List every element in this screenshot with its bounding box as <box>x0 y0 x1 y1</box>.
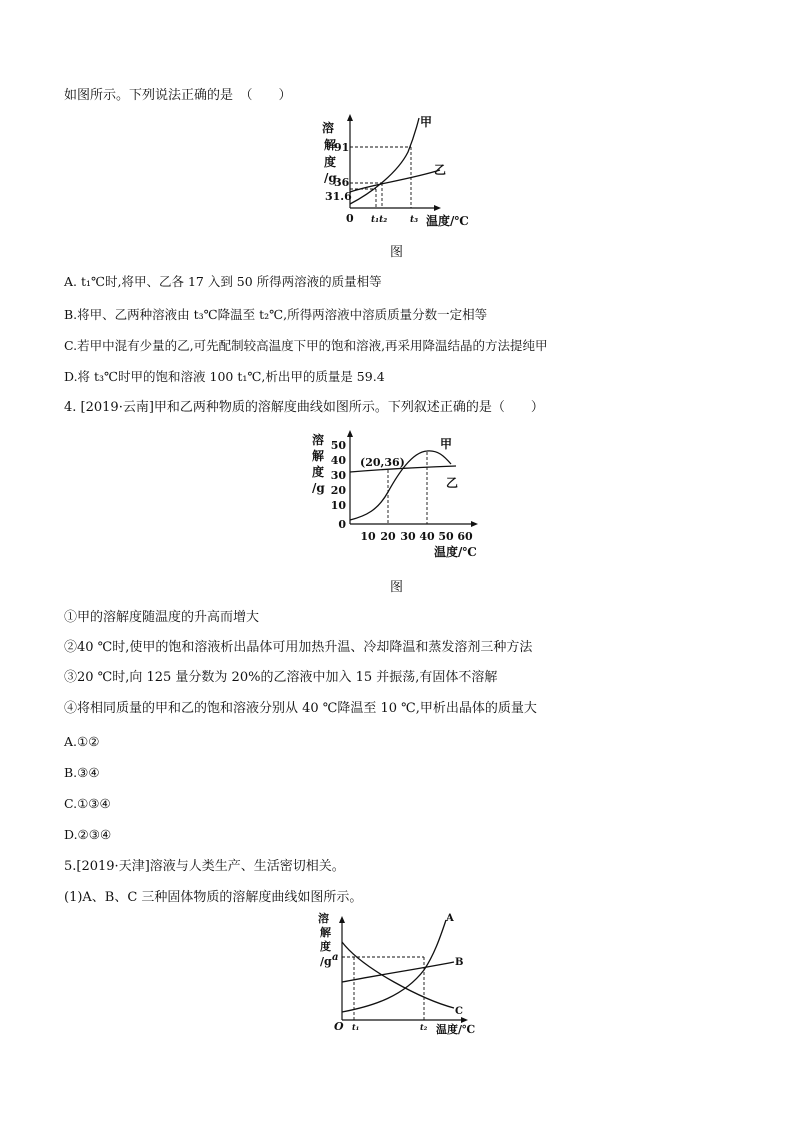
q5-xtick: t₂ <box>420 1022 428 1032</box>
q5-series-label: B <box>455 957 464 968</box>
q3-curve-jia <box>350 118 419 204</box>
q4-y-axis-arrow <box>347 430 353 437</box>
q3-series-label: 乙 <box>434 163 447 177</box>
q4-statement-3: ③20 ℃时,向 125 量分数为 20%的乙溶液中加入 15 并振荡,有固体不溶解 <box>64 670 498 685</box>
q5-xlabel: 温度/℃ <box>436 1023 476 1036</box>
q3-option-a: A. t₁℃时,将甲、乙各 17 入到 50 所得两溶液的质量相等 <box>64 274 382 289</box>
q5-series-label: A <box>446 913 454 924</box>
q4-ytick: 0 <box>338 518 346 531</box>
q5-origin: O <box>334 1020 344 1033</box>
q4-figure-caption: 图 <box>390 580 404 595</box>
q5-y-axis-arrow <box>339 916 345 923</box>
q4-ytick: 10 <box>330 499 346 512</box>
q4-statement-1: ①甲的溶解度随温度的升高而增大 <box>64 610 260 625</box>
q4-point-label: (20,36) <box>360 456 405 469</box>
q3-ytick: 36 <box>334 176 350 189</box>
q5-ylabel-char: 度 <box>320 940 331 953</box>
q4-option-b: B.③④ <box>64 765 100 780</box>
q5-curve-c <box>342 942 454 1008</box>
q4-xtick: 30 <box>400 530 416 543</box>
q4-ylabel-char: 溶 <box>312 433 325 447</box>
q5-series-label: C <box>455 1006 463 1017</box>
q4-option-c: C.①③④ <box>64 796 111 811</box>
q4-ytick: 20 <box>330 484 346 497</box>
q3-ytick: 91 <box>334 141 350 154</box>
q4-solubility-chart <box>306 430 486 564</box>
q3-ytick: 31.6 <box>325 190 352 203</box>
q4-series-label: 乙 <box>446 476 459 490</box>
q4-xlabel: 温度/℃ <box>434 545 477 559</box>
q3-ylabel-char: 溶 <box>322 121 335 135</box>
q5-stem: 5.[2019·天津]溶液与人类生产、生活密切相关。 <box>64 859 345 874</box>
q5-ytick: a <box>332 952 339 963</box>
q3-option-d: D.将 t₃℃时甲的饱和溶液 100 t₁℃,析出甲的质量是 59.4 <box>64 369 385 384</box>
q4-xtick: 20 <box>380 530 396 543</box>
q4-stem: 4. [2019·云南]甲和乙两种物质的溶解度曲线如图所示。下列叙述正确的是（ ） <box>64 400 544 415</box>
q4-xtick: 50 <box>438 530 454 543</box>
q5-ylabel-char: /g <box>320 955 332 968</box>
q4-statement-2: ②40 ℃时,使甲的饱和溶液析出晶体可用加热升温、冷却降温和蒸发溶剂三种方法 <box>64 640 533 655</box>
q3-ylabel-char: 解 <box>324 138 337 152</box>
q3-series-label: 甲 <box>420 115 433 129</box>
q4-series-label: 甲 <box>440 437 453 451</box>
q3-option-b: B.将甲、乙两种溶液由 t₃℃降温至 t₂℃,所得两溶液中溶质质量分数一定相等 <box>64 307 488 322</box>
q5-ylabel-char: 解 <box>320 926 331 939</box>
q3-y-axis-arrow <box>347 114 353 121</box>
q3-option-c: C.若甲中混有少量的乙,可先配制较高温度下甲的饱和溶液,再采用降温结晶的方法提纯甲 <box>64 338 548 353</box>
q4-ylabel-char: 解 <box>312 449 325 463</box>
q3-xtick: t₃ <box>410 215 419 225</box>
q4-ylabel-char: 度 <box>312 465 325 479</box>
q4-ytick: 50 <box>330 439 346 452</box>
q5-curve-b <box>342 962 454 982</box>
q5-xtick: t₁ <box>352 1022 360 1032</box>
q3-ylabel-char: /g <box>324 171 337 185</box>
q4-statement-4: ④将相同质量的甲和乙的饱和溶液分别从 40 ℃降温至 10 ℃,甲析出晶体的质量大 <box>64 701 537 716</box>
q4-ytick: 30 <box>330 469 346 482</box>
q3-curve-yi <box>350 170 440 192</box>
q3-stem: 如图所示。下列说法正确的是 （ ） <box>64 88 292 103</box>
q5-ylabel-char: 溶 <box>318 912 329 925</box>
q4-ylabel-char: /g <box>312 481 325 495</box>
q5-solubility-chart <box>314 910 484 1038</box>
q3-xtick: t₁t₂ <box>371 215 388 225</box>
q5-subquestion-1: (1)A、B、C 三种固体物质的溶解度曲线如图所示。 <box>64 890 363 905</box>
q4-xtick: 60 <box>457 530 473 543</box>
q3-xlabel: 温度/℃ <box>426 214 469 228</box>
q3-solubility-chart <box>318 112 478 232</box>
q4-option-a: A.①② <box>64 734 100 749</box>
q4-ytick: 40 <box>330 454 346 467</box>
q3-origin: 0 <box>346 212 354 225</box>
q3-figure-caption: 图 <box>390 245 404 260</box>
q4-xtick: 10 <box>360 530 376 543</box>
q3-x-axis-arrow <box>434 205 441 211</box>
q4-xtick: 40 <box>419 530 435 543</box>
q3-ylabel-char: 度 <box>324 155 337 169</box>
q4-option-d: D.②③④ <box>64 827 112 842</box>
q4-x-axis-arrow <box>471 521 478 527</box>
